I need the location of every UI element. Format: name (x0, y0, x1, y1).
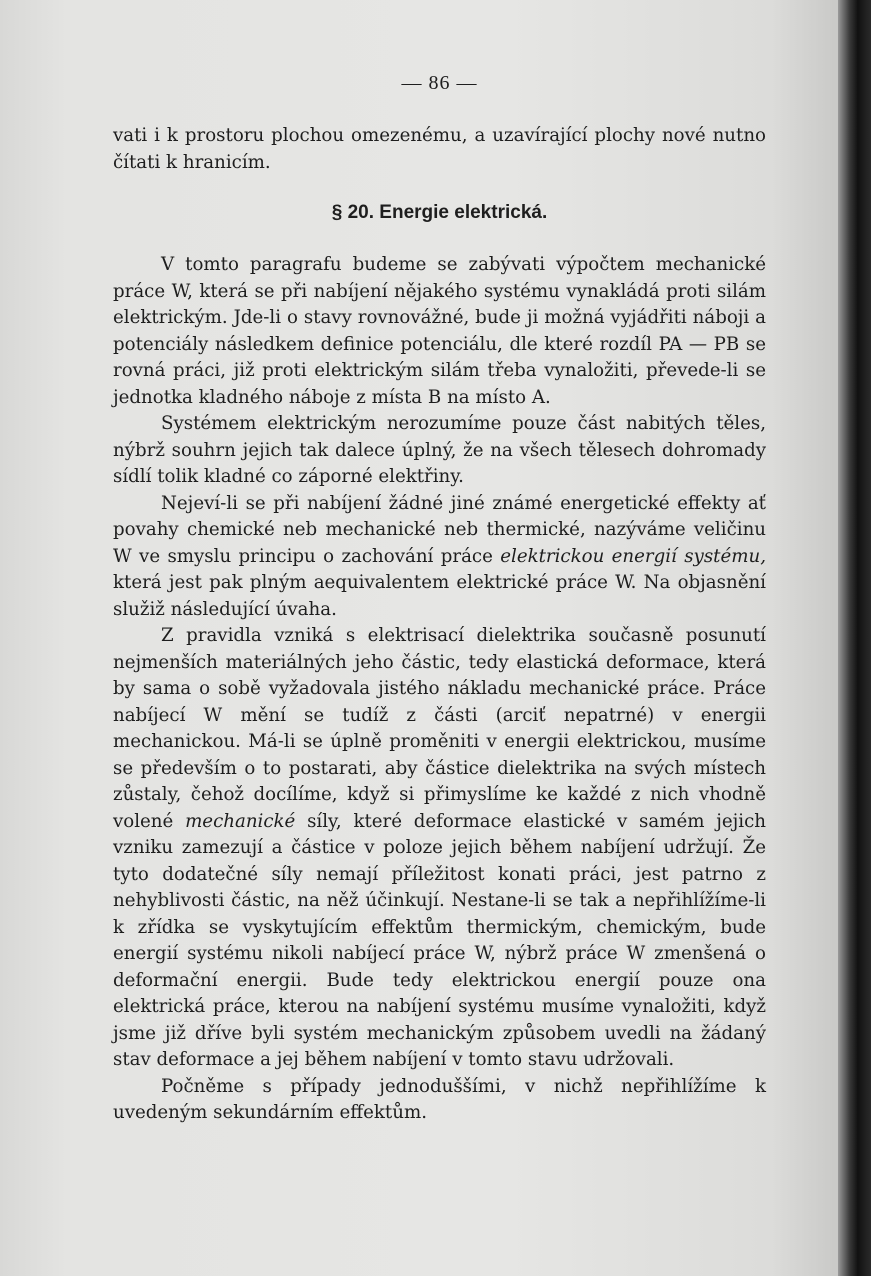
paragraph-4-emphasis: mechanické (185, 810, 296, 832)
paragraph-3 (113, 491, 766, 624)
section-body (113, 252, 766, 1127)
section-heading: § 20. Energie elektrická. (331, 202, 548, 223)
book-spine-shadow (838, 0, 871, 1276)
paragraph-3-text-a: Nejeví-li se při nabíjení žádné jiné známé energetické effekty ať povahy chemické neb mechanické neb thermické, nazýváme veličinu W ve smyslu principu o zachování práce (113, 492, 766, 567)
paragraph-3-emphasis: elektrickou energií systému, (500, 545, 766, 567)
paragraph-4-text-a: Z pravidla vzniká s elektrisací dielektrika současně posunutí nejmenších materiálných jeho částic, tedy elastická deformace, která by sama o sobě vyžadovala jistého nákladu mechanické práce. Práce nabíjecí W mění se tudíž z části (arciť nepatrné) v energii mechanickou. Má-li se úplně proměniti v energii elektrickou, musíme se především o to postarati, aby částice dielektrika na svých místech zůstaly, čehož docílíme, když si přimyslíme ke každé z nich vhodně volené (113, 625, 766, 832)
paragraph-5: Počněme s případy jednoduššími, v nichž nepřihlížíme k uvedeným sekundárním effektům. (113, 1075, 766, 1123)
paragraph-2: Systémem elektrickým nerozumíme pouze část nabitých těles, nýbrž souhrn jejich tak dalece úplný, že na všech tělesech dohromady sídlí tolik kladné co záporné elektřiny. (113, 413, 766, 487)
paragraph-4-text-b: síly, které deformace elastické v samém jejich vzniku zamezují a částice v poloze jejich během nabíjení udržují. Že tyto dodatečné síly nemají příležitost konati práci, jest patrno z nehyblivosti částic, na něž účinkují. Nestane-li se tak a nepřihlížíme-li k zřídka se vyskytujícím effektům thermickým, chemickým, bude energií systému nikoli nabíjecí práce W, nýbrž práce W zmenšená o deformační energii. Bude tedy elektrickou energií pouze ona elektrická práce, kterou na nabíjení systému musíme vynaložiti, když jsme již dříve byli systém mechanickým způsobem uvedli na žádaný stav deformace a jej během nabíjení v tomto stavu udržovali. (113, 810, 766, 1070)
page-number: — 86 — (401, 72, 478, 94)
intro-paragraph: vati i k prostoru plochou omezenému, a uzavírající plochy nové nutno čítati k hranicím. (113, 125, 766, 173)
paragraph-1: V tomto paragrafu budeme se zabývati výpočtem mechanické práce W, která se při nabíjení nějakého systému vynakládá proti silám elektrickým. Jde-li o stavy rovnovážné, bude ji možná vyjádřiti náboji a potenciály následkem definice potenciálu, dle které rozdíl PA — PB se rovná práci, již proti elektrickým silám třeba vynaložiti, převede-li se jednotka kladného náboje z místa B na místo A. (113, 254, 766, 408)
paragraph-3-text-b: která jest pak plným aequivalentem elektrické práce W. Na objasnění služiž následující úvaha. (113, 572, 766, 620)
paragraph-4 (113, 623, 766, 1074)
